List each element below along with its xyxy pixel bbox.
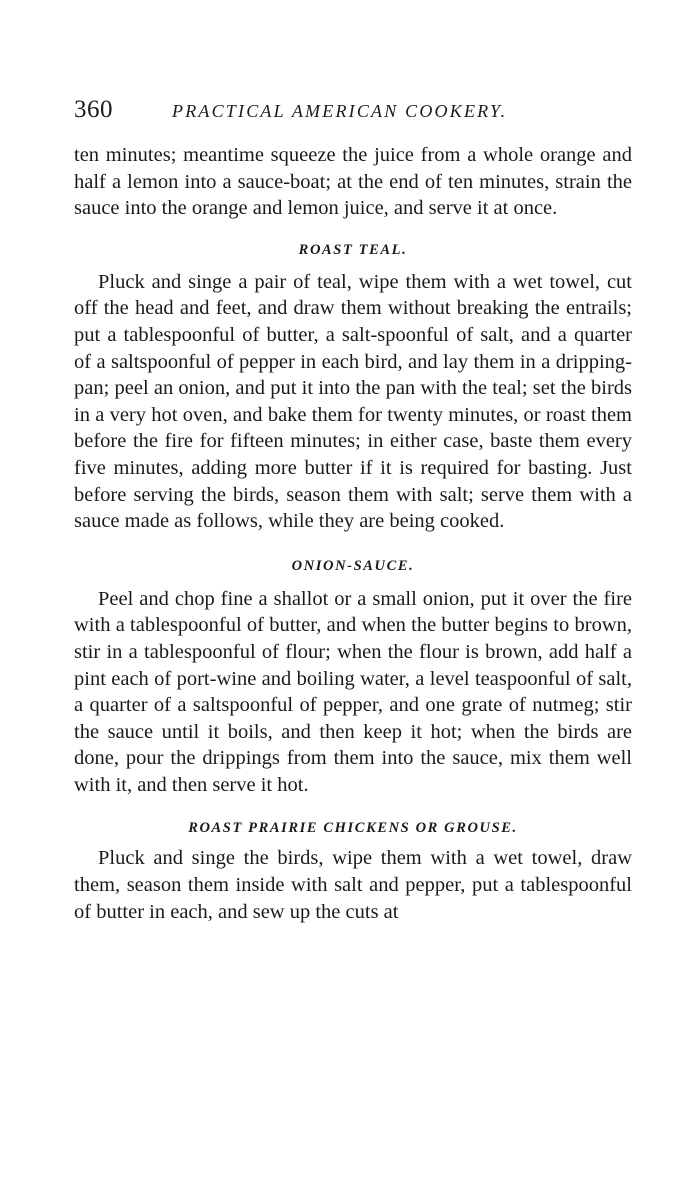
page-number: 360 [74, 96, 113, 123]
running-title: PRACTICAL AMERICAN COOKERY. [172, 101, 508, 121]
intro-paragraph: ten minutes; meantime squeeze the juice from a whole orange and half a lemon into a sauce-boat; at the end of ten minutes, strain the sauce into the orange and lemon juice, and serve it at once. [74, 144, 632, 220]
recipe-paragraph-onion-sauce: Peel and chop fine a shallot or a small onion, put it over the fire with a tablespoonful of butter, and when the butter begins to brown, stir in a tablespoonful of flour; when the flour is brown, add half a pint each of port-wine and boiling water, a level teaspoonful of salt, a quarter of a saltspoonful of pepper, and one grate of nutmeg; stir the sauce until it boils, and then keep it hot; when the birds are done, pour the drippings from them into the sauce, mix them well with it, and then serve it hot. [74, 587, 632, 796]
book-page [74, 96, 632, 925]
recipe-paragraph-roast-prairie-chickens: Pluck and singe the birds, wipe them with a wet towel, draw them, season them inside with salt and pepper, put a tablespoonful of butter in each, and sew up the cuts at [74, 847, 632, 923]
recipe-heading-onion-sauce: ONION-SAUCE. [291, 557, 415, 574]
recipe-paragraph-roast-teal: Pluck and singe a pair of teal, wipe them with a wet towel, cut off the head and feet, and draw them without breaking the entrails; put a tablespoonful of butter, a salt-spoonful of salt, and a quarter of a saltspoonful of pepper in each bird, and lay them in a dripping-pan; peel an onion, and put it into the pan with the teal; set the birds in a very hot oven, and bake them for twenty minutes, or roast them before the fire for fifteen minutes; in either case, baste them every five minutes, adding more butter if it is required for basting. Just before serving the birds, season them with salt; serve them with a sauce made as follows, while they are being cooked. [74, 270, 632, 533]
recipe-heading-roast-prairie-chickens: ROAST PRAIRIE CHICKENS OR GROUSE. [188, 820, 518, 837]
recipe-heading-roast-teal: ROAST TEAL. [298, 241, 408, 258]
running-header [74, 96, 632, 136]
